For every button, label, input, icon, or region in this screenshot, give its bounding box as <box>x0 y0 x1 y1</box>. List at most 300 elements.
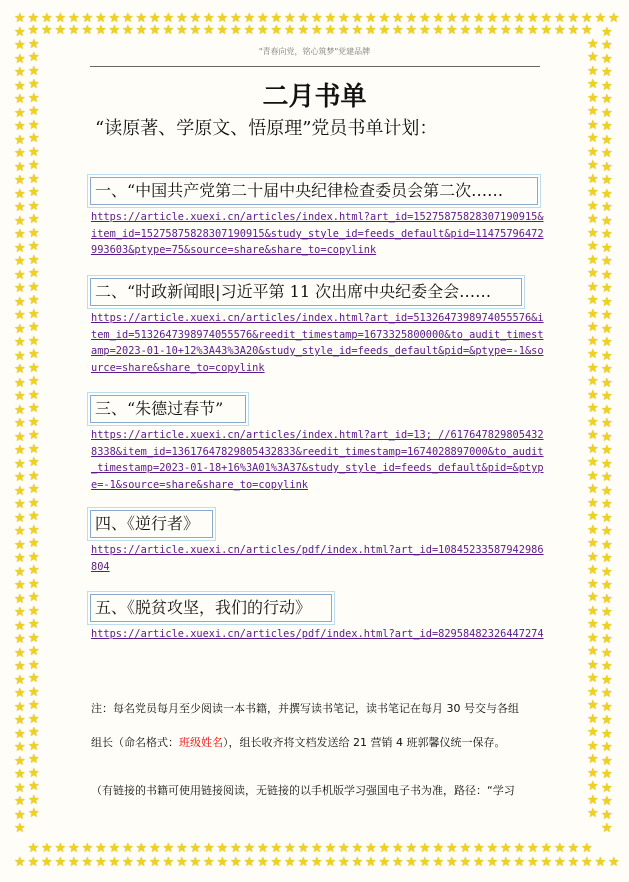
border-star-icon: ★ <box>14 605 26 620</box>
section-3-heading: 三、“朱德过春节” <box>90 395 246 423</box>
border-star-icon: ★ <box>500 841 512 856</box>
border-star-icon: ★ <box>601 186 613 202</box>
section-3-link[interactable]: https://article.xuexi.cn/articles/index.html?art_id=13; //6176478298054328338&item_id=13617647829805432833&reedit_timestamp=1674028897000&to_audit_timestamp=2023-01-18+16%3A01%3A37&study_style_id=feeds_default&pid=&ptype=-1&source=share&share_to=copylink <box>91 429 544 491</box>
border-star-icon: ★ <box>54 855 67 870</box>
border-star-icon: ★ <box>28 252 40 268</box>
border-star-icon: ★ <box>554 841 566 856</box>
border-star-icon: ★ <box>324 23 337 38</box>
border-star-icon: ★ <box>594 11 607 26</box>
border-star-icon: ★ <box>28 603 40 619</box>
border-star-icon: ★ <box>540 11 553 26</box>
border-star-icon: ★ <box>587 495 599 511</box>
border-star-icon: ★ <box>14 335 26 350</box>
border-star-icon: ★ <box>608 11 620 26</box>
border-star-icon: ★ <box>587 441 599 457</box>
border-star-icon: ★ <box>601 605 613 620</box>
border-star-icon: ★ <box>28 630 40 646</box>
page-subtitle: “读原著、学原文、悟原理”党员书单计划： <box>95 118 438 139</box>
border-star-icon: ★ <box>149 855 161 870</box>
section-4-heading: 四、《逆行者》 <box>90 510 213 538</box>
border-star-icon: ★ <box>14 308 26 323</box>
border-star-icon: ★ <box>28 306 40 322</box>
border-star-icon: ★ <box>14 699 26 715</box>
border-star-icon: ★ <box>135 855 148 870</box>
border-star-icon: ★ <box>297 841 310 856</box>
border-star-icon: ★ <box>230 11 242 26</box>
border-star-icon: ★ <box>28 644 40 659</box>
border-star-icon: ★ <box>28 360 40 376</box>
border-star-icon: ★ <box>392 841 404 856</box>
section-4-link[interactable]: https://article.xuexi.cn/articles/pdf/index.html?art_id=10845233587942986804 <box>91 544 544 573</box>
border-star-icon: ★ <box>351 855 364 870</box>
border-star-icon: ★ <box>189 855 202 870</box>
border-star-icon: ★ <box>324 855 337 870</box>
note-line-2-start: 组长（命名格式： <box>91 736 179 749</box>
border-star-icon: ★ <box>392 855 404 870</box>
border-star-icon: ★ <box>14 470 26 485</box>
border-star-icon: ★ <box>351 841 364 856</box>
border-star-icon: ★ <box>432 841 445 856</box>
border-star-icon: ★ <box>601 753 613 769</box>
border-star-icon: ★ <box>587 603 599 619</box>
border-star-icon: ★ <box>189 11 202 26</box>
border-star-icon: ★ <box>601 308 613 323</box>
border-star-icon: ★ <box>14 713 26 728</box>
border-star-icon: ★ <box>14 51 26 67</box>
border-star-icon: ★ <box>41 855 53 870</box>
border-star-icon: ★ <box>587 374 599 389</box>
border-star-icon: ★ <box>311 11 323 26</box>
border-star-icon: ★ <box>587 293 599 308</box>
border-star-icon: ★ <box>28 806 40 821</box>
border-star-icon: ★ <box>365 855 377 870</box>
border-star-icon: ★ <box>270 23 283 38</box>
border-star-icon: ★ <box>14 551 26 566</box>
border-star-icon: ★ <box>446 11 458 26</box>
border-star-icon: ★ <box>500 23 512 38</box>
border-star-icon: ★ <box>338 23 350 38</box>
border-star-icon: ★ <box>28 185 40 200</box>
border-star-icon: ★ <box>14 659 26 674</box>
border-star-icon: ★ <box>14 389 26 404</box>
border-star-icon: ★ <box>601 767 613 782</box>
border-star-icon: ★ <box>28 158 40 173</box>
border-star-icon: ★ <box>122 23 134 38</box>
border-star-icon: ★ <box>14 281 26 296</box>
border-star-icon: ★ <box>28 50 40 65</box>
border-star-icon: ★ <box>28 117 40 133</box>
border-star-icon: ★ <box>14 632 26 647</box>
border-star-icon: ★ <box>459 841 472 856</box>
header-divider <box>90 66 540 67</box>
border-star-icon: ★ <box>601 591 613 607</box>
border-star-icon: ★ <box>324 841 337 856</box>
border-star-icon: ★ <box>587 90 599 106</box>
border-star-icon: ★ <box>587 792 599 808</box>
border-star-icon: ★ <box>297 11 310 26</box>
border-star-icon: ★ <box>581 841 593 856</box>
border-star-icon: ★ <box>14 524 26 539</box>
border-star-icon: ★ <box>581 855 593 870</box>
border-star-icon: ★ <box>14 537 26 553</box>
border-star-icon: ★ <box>601 227 613 242</box>
border-star-icon: ★ <box>567 855 580 870</box>
border-star-icon: ★ <box>270 855 283 870</box>
border-star-icon: ★ <box>257 11 269 26</box>
border-star-icon: ★ <box>459 855 472 870</box>
border-star-icon: ★ <box>14 443 26 458</box>
border-star-icon: ★ <box>324 11 337 26</box>
border-star-icon: ★ <box>108 855 121 870</box>
border-star-icon: ★ <box>587 657 599 673</box>
border-star-icon: ★ <box>601 105 613 121</box>
border-star-icon: ★ <box>601 159 613 175</box>
border-star-icon: ★ <box>601 51 613 67</box>
border-star-icon: ★ <box>14 402 26 418</box>
note-line-2 <box>91 734 551 750</box>
border-star-icon: ★ <box>587 644 599 659</box>
border-star-icon: ★ <box>203 23 215 38</box>
border-star-icon: ★ <box>587 428 599 443</box>
border-star-icon: ★ <box>14 254 26 269</box>
border-star-icon: ★ <box>513 11 526 26</box>
border-star-icon: ★ <box>500 11 512 26</box>
border-star-icon: ★ <box>513 841 526 856</box>
section-5-heading: 五、《脱贫攻坚，我们的行动》 <box>90 594 332 622</box>
border-star-icon: ★ <box>189 23 202 38</box>
border-star-icon: ★ <box>601 456 613 472</box>
border-star-icon: ★ <box>527 11 539 26</box>
border-star-icon: ★ <box>554 23 566 38</box>
border-star-icon: ★ <box>601 551 613 566</box>
border-star-icon: ★ <box>601 726 613 742</box>
border-star-icon: ★ <box>68 23 80 38</box>
border-star-icon: ★ <box>527 841 539 856</box>
border-star-icon: ★ <box>135 841 148 856</box>
border-star-icon: ★ <box>14 267 26 283</box>
border-star-icon: ★ <box>14 686 26 701</box>
border-star-icon: ★ <box>14 146 26 161</box>
border-star-icon: ★ <box>601 686 613 701</box>
page-title: 二月书单 <box>262 82 367 112</box>
border-star-icon: ★ <box>601 821 613 836</box>
border-star-icon: ★ <box>311 841 323 856</box>
border-star-icon: ★ <box>601 294 613 310</box>
border-star-icon: ★ <box>270 11 283 26</box>
border-star-icon: ★ <box>601 632 613 647</box>
border-star-icon: ★ <box>14 227 26 242</box>
border-star-icon: ★ <box>28 779 40 794</box>
border-star-icon: ★ <box>27 11 40 26</box>
border-star-icon: ★ <box>601 564 613 580</box>
border-star-icon: ★ <box>297 23 310 38</box>
border-star-icon: ★ <box>81 841 94 856</box>
border-star-icon: ★ <box>311 855 323 870</box>
border-star-icon: ★ <box>405 841 418 856</box>
border-star-icon: ★ <box>473 841 485 856</box>
border-star-icon: ★ <box>68 11 80 26</box>
border-star-icon: ★ <box>601 24 613 40</box>
border-star-icon: ★ <box>28 549 40 565</box>
border-star-icon: ★ <box>41 23 53 38</box>
border-star-icon: ★ <box>28 698 40 713</box>
border-star-icon: ★ <box>587 306 599 322</box>
border-star-icon: ★ <box>601 146 613 161</box>
border-star-icon: ★ <box>14 753 26 769</box>
border-star-icon: ★ <box>378 11 391 26</box>
border-star-icon: ★ <box>14 65 26 80</box>
border-star-icon: ★ <box>405 23 418 38</box>
border-star-icon: ★ <box>601 92 613 107</box>
border-star-icon: ★ <box>28 333 40 349</box>
border-star-icon: ★ <box>81 11 94 26</box>
border-star-icon: ★ <box>14 38 26 53</box>
border-star-icon: ★ <box>28 738 40 754</box>
border-star-icon: ★ <box>14 564 26 580</box>
border-star-icon: ★ <box>14 740 26 755</box>
border-star-icon: ★ <box>587 630 599 646</box>
border-star-icon: ★ <box>28 725 40 740</box>
border-star-icon: ★ <box>587 171 599 187</box>
border-star-icon: ★ <box>216 841 229 856</box>
border-star-icon: ★ <box>378 23 391 38</box>
border-star-icon: ★ <box>587 617 599 632</box>
border-star-icon: ★ <box>14 92 26 107</box>
border-star-icon: ★ <box>486 841 499 856</box>
border-star-icon: ★ <box>581 11 593 26</box>
border-star-icon: ★ <box>284 23 296 38</box>
border-star-icon: ★ <box>459 23 472 38</box>
border-star-icon: ★ <box>587 158 599 173</box>
border-star-icon: ★ <box>176 855 188 870</box>
border-star-icon: ★ <box>27 841 40 856</box>
border-star-icon: ★ <box>14 348 26 364</box>
border-star-icon: ★ <box>28 239 40 254</box>
border-star-icon: ★ <box>419 841 431 856</box>
border-star-icon: ★ <box>28 495 40 511</box>
border-star-icon: ★ <box>216 11 229 26</box>
border-star-icon: ★ <box>594 855 607 870</box>
border-star-icon: ★ <box>14 618 26 634</box>
border-star-icon: ★ <box>28 144 40 160</box>
border-star-icon: ★ <box>601 65 613 80</box>
border-star-icon: ★ <box>81 23 94 38</box>
border-star-icon: ★ <box>601 375 613 391</box>
border-star-icon: ★ <box>601 281 613 296</box>
border-star-icon: ★ <box>446 23 458 38</box>
border-star-icon: ★ <box>28 792 40 808</box>
border-star-icon: ★ <box>587 239 599 254</box>
border-star-icon: ★ <box>473 11 485 26</box>
border-star-icon: ★ <box>28 212 40 227</box>
border-star-icon: ★ <box>587 185 599 200</box>
border-star-icon: ★ <box>14 767 26 782</box>
border-star-icon: ★ <box>601 200 613 215</box>
border-star-icon: ★ <box>203 855 215 870</box>
border-star-icon: ★ <box>14 855 26 870</box>
border-star-icon: ★ <box>28 522 40 538</box>
border-star-icon: ★ <box>284 855 296 870</box>
border-star-icon: ★ <box>527 23 539 38</box>
border-star-icon: ★ <box>601 173 613 188</box>
border-star-icon: ★ <box>135 23 148 38</box>
border-star-icon: ★ <box>176 11 188 26</box>
border-star-icon: ★ <box>608 855 620 870</box>
border-star-icon: ★ <box>28 765 40 781</box>
border-star-icon: ★ <box>28 590 40 605</box>
border-star-icon: ★ <box>28 657 40 673</box>
border-star-icon: ★ <box>365 841 377 856</box>
border-star-icon: ★ <box>28 671 40 686</box>
border-star-icon: ★ <box>587 63 599 79</box>
border-star-icon: ★ <box>351 23 364 38</box>
section-5-link[interactable]: https://article.xuexi.cn/articles/pdf/index.html?art_id=82958482326447274 <box>91 628 544 640</box>
border-star-icon: ★ <box>14 726 26 742</box>
border-star-icon: ★ <box>587 333 599 349</box>
border-star-icon: ★ <box>243 855 256 870</box>
border-star-icon: ★ <box>587 549 599 565</box>
border-star-icon: ★ <box>14 794 26 809</box>
border-star-icon: ★ <box>14 240 26 256</box>
header-slogan: "青春向党，铭心筑梦"党建品牌 <box>258 47 371 56</box>
border-star-icon: ★ <box>486 855 499 870</box>
border-star-icon: ★ <box>28 468 40 484</box>
section-1-link[interactable]: https://article.xuexi.cn/articles/index.html?art_id=15275875828307190915&item_id=15275875828307190915&study_style_id=feeds_default&pid=11475796472993603&ptype=75&source=share&share_to=copylink <box>91 211 544 256</box>
border-star-icon: ★ <box>587 144 599 160</box>
border-star-icon: ★ <box>587 468 599 484</box>
border-star-icon: ★ <box>419 11 431 26</box>
border-star-icon: ★ <box>14 200 26 215</box>
border-star-icon: ★ <box>108 841 121 856</box>
border-star-icon: ★ <box>554 11 566 26</box>
border-star-icon: ★ <box>28 441 40 457</box>
border-star-icon: ★ <box>365 11 377 26</box>
border-star-icon: ★ <box>513 855 526 870</box>
border-star-icon: ★ <box>14 497 26 512</box>
border-star-icon: ★ <box>28 711 40 727</box>
border-star-icon: ★ <box>587 401 599 416</box>
border-star-icon: ★ <box>601 659 613 674</box>
border-star-icon: ★ <box>311 23 323 38</box>
border-star-icon: ★ <box>216 855 229 870</box>
border-star-icon: ★ <box>351 11 364 26</box>
border-star-icon: ★ <box>601 389 613 404</box>
border-star-icon: ★ <box>28 684 40 700</box>
border-star-icon: ★ <box>587 738 599 754</box>
border-star-icon: ★ <box>587 104 599 119</box>
border-star-icon: ★ <box>68 855 80 870</box>
border-star-icon: ★ <box>108 11 121 26</box>
border-star-icon: ★ <box>14 321 26 337</box>
border-star-icon: ★ <box>432 23 445 38</box>
border-star-icon: ★ <box>587 320 599 335</box>
border-star-icon: ★ <box>601 362 613 377</box>
border-star-icon: ★ <box>587 455 599 470</box>
border-star-icon: ★ <box>587 590 599 605</box>
border-star-icon: ★ <box>95 23 107 38</box>
border-star-icon: ★ <box>28 63 40 79</box>
border-star-icon: ★ <box>540 841 553 856</box>
border-star-icon: ★ <box>587 198 599 214</box>
border-star-icon: ★ <box>14 132 26 148</box>
border-star-icon: ★ <box>28 752 40 767</box>
border-star-icon: ★ <box>587 482 599 497</box>
border-star-icon: ★ <box>587 509 599 524</box>
border-star-icon: ★ <box>203 841 215 856</box>
border-star-icon: ★ <box>587 279 599 295</box>
border-star-icon: ★ <box>601 416 613 431</box>
border-star-icon: ★ <box>405 11 418 26</box>
border-star-icon: ★ <box>28 77 40 92</box>
border-star-icon: ★ <box>587 36 599 52</box>
border-star-icon: ★ <box>601 578 613 593</box>
border-star-icon: ★ <box>28 171 40 187</box>
border-star-icon: ★ <box>587 725 599 740</box>
border-star-icon: ★ <box>28 225 40 241</box>
border-star-icon: ★ <box>587 684 599 700</box>
border-star-icon: ★ <box>587 779 599 794</box>
border-star-icon: ★ <box>587 806 599 821</box>
border-star-icon: ★ <box>587 671 599 686</box>
border-star-icon: ★ <box>68 841 80 856</box>
border-star-icon: ★ <box>338 855 350 870</box>
border-star-icon: ★ <box>392 11 404 26</box>
border-star-icon: ★ <box>419 855 431 870</box>
border-star-icon: ★ <box>587 77 599 92</box>
border-star-icon: ★ <box>122 841 134 856</box>
border-star-icon: ★ <box>14 429 26 445</box>
border-star-icon: ★ <box>587 347 599 362</box>
border-star-icon: ★ <box>405 855 418 870</box>
border-star-icon: ★ <box>601 672 613 688</box>
border-star-icon: ★ <box>14 105 26 121</box>
border-star-icon: ★ <box>540 23 553 38</box>
border-star-icon: ★ <box>95 855 107 870</box>
border-star-icon: ★ <box>270 841 283 856</box>
border-star-icon: ★ <box>122 11 134 26</box>
border-star-icon: ★ <box>243 11 256 26</box>
border-star-icon: ★ <box>554 855 566 870</box>
border-star-icon: ★ <box>601 132 613 148</box>
note-naming-format: 班级姓名 <box>179 736 223 749</box>
border-star-icon: ★ <box>601 443 613 458</box>
border-star-icon: ★ <box>419 23 431 38</box>
border-star-icon: ★ <box>378 841 391 856</box>
border-star-icon: ★ <box>601 497 613 512</box>
border-star-icon: ★ <box>28 198 40 214</box>
border-star-icon: ★ <box>14 807 26 823</box>
border-star-icon: ★ <box>243 23 256 38</box>
border-star-icon: ★ <box>601 645 613 661</box>
border-star-icon: ★ <box>587 765 599 781</box>
border-star-icon: ★ <box>230 855 242 870</box>
border-star-icon: ★ <box>135 11 148 26</box>
border-star-icon: ★ <box>587 212 599 227</box>
border-star-icon: ★ <box>149 841 161 856</box>
border-star-icon: ★ <box>162 855 175 870</box>
border-star-icon: ★ <box>28 279 40 295</box>
border-star-icon: ★ <box>14 375 26 391</box>
border-star-icon: ★ <box>601 510 613 526</box>
section-2-link[interactable]: https://article.xuexi.cn/articles/index.html?art_id=5132647398974055576&item_id=5132647398974055576&reedit_timestamp=1673325800000&to_audit_timestamp=2023-01-10+12%3A43%3A20&study_style_id=feeds_default&pid=&ptype=-1&source=share&share_to=copylink <box>91 312 544 374</box>
border-star-icon: ★ <box>486 11 499 26</box>
border-star-icon: ★ <box>587 117 599 133</box>
border-star-icon: ★ <box>567 23 580 38</box>
border-star-icon: ★ <box>14 578 26 593</box>
border-star-icon: ★ <box>14 294 26 310</box>
border-star-icon: ★ <box>14 213 26 229</box>
border-star-icon: ★ <box>14 362 26 377</box>
